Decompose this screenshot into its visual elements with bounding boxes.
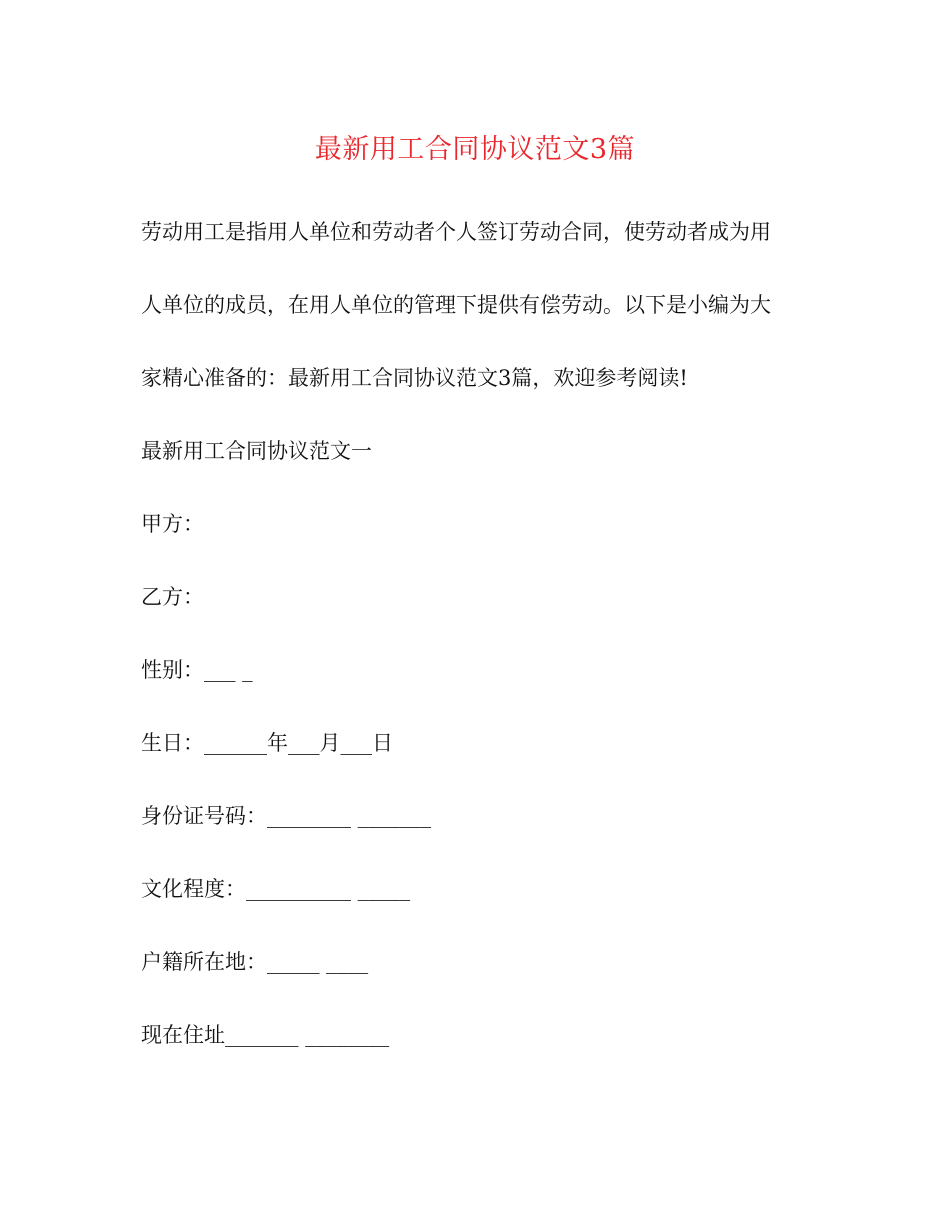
education-field: 文化程度：__________ _____ <box>141 877 411 901</box>
intro-line-3: 家精心准备的：最新用工合同协议范文3篇，欢迎参考阅读! <box>141 366 688 390</box>
current-address-field: 现在住址_______ ________ <box>141 1023 390 1047</box>
gender-field: 性别：___ _ <box>141 658 253 682</box>
intro-line-1: 劳动用工是指用人单位和劳动者个人签订劳动合同，使劳动者成为用 <box>141 220 771 244</box>
household-registration-field: 户籍所在地：_____ ____ <box>141 950 369 974</box>
section-heading: 最新用工合同协议范文一 <box>141 439 372 463</box>
id-number-field: 身份证号码：________ _______ <box>141 804 432 828</box>
intro-line-2: 人单位的成员，在用人单位的管理下提供有偿劳动。以下是小编为大 <box>141 293 771 317</box>
birthday-field: 生日：______年___月___日 <box>141 731 393 755</box>
party-a-field: 甲方： <box>141 512 204 536</box>
document-title: 最新用工合同协议范文3篇 <box>314 134 636 165</box>
party-b-field: 乙方： <box>141 585 204 609</box>
